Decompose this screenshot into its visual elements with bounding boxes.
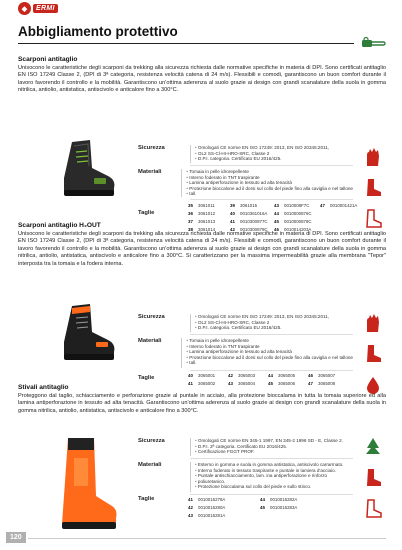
page-number: 120 <box>6 532 26 543</box>
size-table-3: 41 0010016278A 44 0010016282A 42 0010016280A 45 0010016283A 43 0010016281A <box>188 497 298 518</box>
glove-icon <box>362 312 384 334</box>
title-divider <box>18 43 354 44</box>
boot-icon <box>362 467 384 489</box>
page-title: Abbigliamento protettivo <box>18 24 178 39</box>
section-description: Unisocono le caratteristiche degli scarponi da trekking alla sicurezza richiesta dalle normative specifiche in materia di DPI. Sono certificati antitaglio EN ISO 17249 Classe 2, (DPI di 3ª categoria, resistenza velocità catena di 24 m/s). Flessibili e comodi, garantiscono un buon comfort durante il lavoro favorendo il controllo e la mobilità. Garantiscono un'ottima aderenza al suolo grazie ai design con grandi scanalature della suola in gomma nitrilica, antiolio, antistatica, antiscivolo e anticalore fino a 300°C. Si caratterizzano per la massima impermeabilità grazie alla membrana "Tepor" interposta tra la tomaia e la fodera interna. <box>18 231 386 267</box>
sicurezza-label: Sicurezza <box>138 145 165 151</box>
chainsaw-icon <box>361 36 387 50</box>
size-table-1: 35 3061011 39 3061015 43 0010008F7C 47 0010001421A 36 3061012 40 0010361016A 44 0010000876C 37 3061013 41 0010300877C 45 0010000878C 38 3061014 42 0010300879C 46 0010014203A <box>188 203 358 232</box>
boot-photo <box>56 138 120 200</box>
spec-table-3 <box>138 438 353 498</box>
sicurezza-list: • Omologati CE norme EN ISO 17249: 2013, EN ISO 20345:2011, • OL2 SS-Cl-HI-HRO-SRC, Classe 2 • D.P.I. categoria. Certificato EU 2016/425. <box>190 145 353 163</box>
certification-icons-3 <box>362 436 388 529</box>
materiali-list: • Tomaia in pelle idrorepellente • Interno foderato in TNT traspirante • Lamina antiperforazione in tessuto ad alta tenacità • Protezione bioccalone ad il dorsi sul collo del piede fino alla caviglia e nel tallone • tall. <box>181 169 353 197</box>
section-description: Proteggono dal taglio, schiacciamento e perforazione grazie al puntale in acciaio, alla protezione bioccalama in tutta la tomaia superiore ed alla lamina antiperforazione in tessuto ad alta tenacità. Garantiscono un'ottima aderenza al suolo grazie ai design con grandi scanalature della suola in gomma nitrilica, antiolio, antistatica, antiscivolo e anticalore fino a 300°C. <box>18 393 386 414</box>
section-title: Scarponi antitaglio H₂OUT <box>18 222 101 229</box>
logo-mark-icon: ◆ <box>18 2 31 15</box>
materiali-label: Materiali <box>138 338 162 344</box>
sicurezza-label: Sicurezza <box>138 314 165 320</box>
materiali-list: • Tomaia in pelle idrorepellente • Interno foderato in TNT traspirante • Lamina antiperforazione in tessuto ad alta tenacità • Protezione bioccalone ad il dorsi sul collo del piede fino alla caviglia e nel tallone • tall. <box>181 338 353 368</box>
rubber-boot-photo <box>54 436 120 532</box>
logo-wordmark: ERMI <box>33 4 58 13</box>
boot-icon <box>362 343 384 365</box>
brand-logo <box>18 2 64 15</box>
sicurezza-label: Sicurezza <box>138 438 165 444</box>
size-table-2: 40 3065001 42 3065003 44 3065005 46 3065007 41 3065002 43 3065004 45 3065006 47 3065008 <box>188 373 336 386</box>
boot-icon <box>362 177 384 199</box>
spec-table-2 <box>138 314 353 374</box>
section-scarponi-h2out <box>18 222 386 268</box>
section-title: Stivali antitaglio <box>18 384 69 391</box>
materiali-list: • Esterno in gomma e suola in gomma antistatica, antiscivolo carrarmato. • Interno foderato in tessuto traspirante e puntale in lamiera d'acciaio. • Puntale antischiacciamento, lam. ina antiperforazione e rinforzo • poliuretanico. • Protezione bioccalama sul collo del piede e sullo stinco. <box>190 462 353 492</box>
glove-icon <box>362 146 384 168</box>
taglie-label: Taglie <box>138 496 155 502</box>
boot-outline-icon <box>362 498 384 520</box>
taglie-label: Taglie <box>138 210 155 216</box>
taglie-label: Taglie <box>138 375 155 381</box>
section-description: Unisocono le caratteristiche degli scarponi da trekking alla sicurezza richiesta dalle normative specifiche in materia di DPI. Sono certificati antitaglio EN ISO 17249 Classe 2, (DPI di 3ª categoria, resistenza velocità catena di 24 m/s). Flessibili e comodi, garantiscono un buon comfort durante il lavoro favorendo il controllo e la mobilità. Garantiscono un'ottima aderenza al suolo grazie ai design con grandi scanalature della suola in gomma nitrilica, antiolio, antistatica, antiscivolo e anticalore fino a 300°C. <box>18 65 386 94</box>
sicurezza-list: • Omologati CE norme EN 345-1 1997, EN 345-2 1996 SD - E, Classe 2. • D.P.I. 3ª categoria. Certificato EU 2016/425. • Certificazione FGGT PROF. <box>190 438 353 456</box>
materiali-label: Materiali <box>138 169 162 175</box>
sicurezza-list: • Omologati CE norme EN ISO 17249: 2013, EN ISO 20345:2011, • OL2 SS-Cl-HI-HRO-SRC, Classe 2 • D.P.I. categoria. Certificato EU 2016/425. <box>190 314 353 332</box>
boot-h2out-photo <box>56 302 120 366</box>
section-title: Scarponi antitaglio <box>18 56 78 63</box>
section-stivali <box>18 384 386 415</box>
materiali-label: Materiali <box>138 462 162 468</box>
section-scarponi <box>18 56 386 95</box>
footer-divider <box>28 538 386 539</box>
tree-icon <box>362 436 384 458</box>
